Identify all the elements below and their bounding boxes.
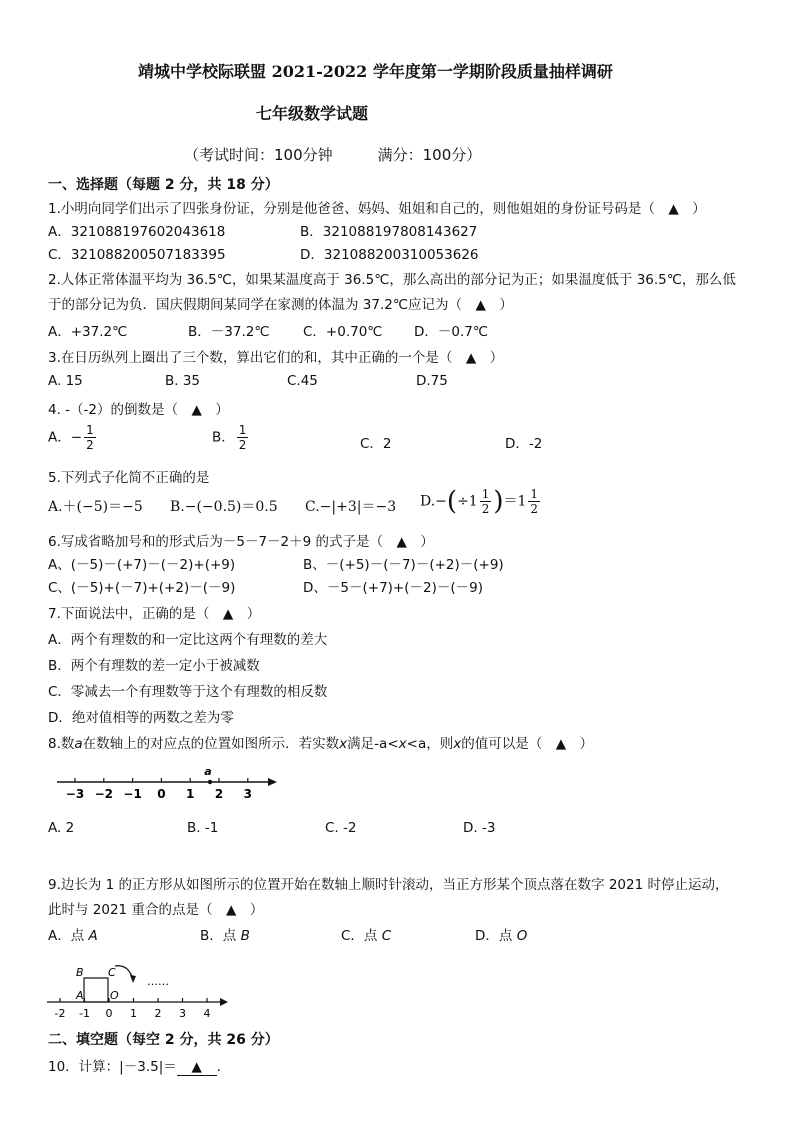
q5-option-d: D.−(÷1 $\frac{1}{2}$ )＝1 $\frac{1}{2}$	[420, 486, 539, 517]
q8-option-b: B. -1	[187, 820, 219, 836]
q8-option-a: A. 2	[48, 820, 75, 836]
q7-option-c: C．零减去一个有理数等于这个有理数的相反数	[48, 684, 328, 700]
q6-option-b: B、－(+5)－(－7)－(+2)－(+9)	[303, 557, 504, 573]
q8-option-c: C. -2	[325, 820, 357, 836]
q9-tick-label: -1	[79, 1007, 90, 1020]
q4-a-sign: −	[70, 429, 83, 446]
q9-tick-label: -2	[54, 1007, 66, 1020]
q1-stem: 1.小明向同学们出示了四张身份证，分别是他爸爸、妈妈、姐姐和自己的，则他姐姐的身份证号码是（ ▲ ）	[48, 201, 706, 217]
q2-stem-line2: 于的部分记为负．国庆假期间某同学在家测的体温为 37.2℃应记为（ ▲ ）	[48, 297, 513, 313]
q5-stem: 5.下列式子化简不正确的是	[48, 470, 210, 486]
exam-title: 靖城中学校际联盟 2021-2022 学年度第一学期阶段质量抽样调研	[138, 62, 613, 81]
q8-tick-label: −1	[123, 787, 142, 801]
q1-option-d: D．321088200310053626	[300, 247, 479, 263]
q9-tick-label: 4	[203, 1007, 211, 1020]
q10-stem: 10．计算：|－3.5|＝ ▲ ．	[48, 1059, 231, 1075]
q4-stem: 4. -（-2）的倒数是（ ▲ ）	[48, 402, 229, 418]
q5-option-a: A.＋(−5)＝−5	[48, 499, 143, 515]
q1-option-b: B．321088197808143627	[300, 224, 478, 240]
q4-option-c: C．2	[360, 436, 392, 452]
q2-option-b: B．－37.2℃	[188, 324, 270, 340]
q8-tick-label: −2	[94, 787, 114, 801]
q8-stem: 8.数a在数轴上的对应点的位置如图所示．若实数x满足-a<x<a，则x的值可以是（ ▲ ）	[48, 736, 594, 752]
q4-option-a: A．− $\frac{1}{2}$	[48, 423, 94, 452]
q3-stem: 3.在日历纵列上圈出了三个数，算出它们的和，其中正确的一个是（ ▲ ）	[48, 350, 504, 366]
q3-option-b: B. 35	[165, 373, 201, 389]
q1-option-c: C．321088200507183395	[48, 247, 226, 263]
q8-tick-label: 1	[186, 787, 195, 801]
q9-label-A: A	[76, 989, 84, 1002]
q9-tick-label: 0	[105, 1007, 113, 1020]
q7-option-d: D．绝对值相等的两数之差为零	[48, 710, 234, 726]
q3-option-a: A. 15	[48, 373, 83, 389]
q8-tick-label: 0	[157, 787, 166, 801]
q9-option-a: A．点 A	[48, 928, 98, 944]
q8-tick-label: −3	[65, 787, 85, 801]
q9-option-b: B．点 B	[200, 928, 250, 944]
q6-stem: 6.写成省略加号和的形式后为－5－7－2＋9 的式子是（ ▲ ）	[48, 534, 434, 550]
q8-number-line-figure	[55, 762, 285, 802]
q9-option-d: D．点 O	[475, 928, 528, 944]
q9-rolling-square-figure	[45, 950, 235, 1022]
q7-option-b: B．两个有理数的差一定小于被减数	[48, 658, 260, 674]
q7-stem: 7.下面说法中，正确的是（ ▲ ）	[48, 606, 261, 622]
q9-label-B: B	[76, 966, 84, 979]
q9-label-O: O	[110, 989, 119, 1002]
q3-option-c: C.45	[287, 373, 318, 389]
q5-option-c: C.−|+3|＝−3	[305, 499, 397, 515]
q3-option-d: D.75	[416, 373, 448, 389]
exam-subtitle: 七年级数学试题	[256, 104, 369, 123]
q6-option-d: D、－5－(+7)+(－2)－(－9)	[303, 580, 483, 596]
section-heading-choice: 一、选择题（每题 2 分，共 18 分）	[48, 177, 279, 193]
q9-stem-line1: 9.边长为 1 的正方形从如图所示的位置开始在数轴上顺时针滚动，当正方形某个顶点落在数字 2021 时停止运动，	[48, 877, 729, 893]
q8-point-label: a	[204, 765, 212, 778]
q9-ellipsis: ……	[147, 975, 169, 988]
q9-tick-label: 3	[179, 1007, 186, 1020]
q6-option-c: C、(－5)+(－7)+(+2)－(－9)	[48, 580, 236, 596]
q4-option-b: B． $\frac{1}{2}$	[212, 423, 247, 452]
q9-tick-label: 2	[154, 1007, 162, 1020]
q8-tick-label: 3	[243, 787, 252, 801]
q9-stem-line2: 此时与 2021 重合的点是（ ▲ ）	[48, 902, 264, 918]
q2-option-d: D．－0.7℃	[414, 324, 489, 340]
q10-answer-blank: ▲	[177, 1059, 217, 1076]
q4-b-fraction: $\frac{1}{2}$	[238, 423, 247, 452]
q2-stem-line1: 2.人体正常体温平均为 36.5℃，如果某温度高于 36.5℃，那么高出的部分记为正；如果温度低于 36.5℃，那么低	[48, 272, 736, 288]
q8-tick-label: 2	[214, 787, 224, 801]
q2-option-a: A．+37.2℃	[48, 324, 128, 340]
q2-option-c: C．+0.70℃	[303, 324, 383, 340]
q7-option-a: A．两个有理数的和一定比这两个有理数的差大	[48, 632, 328, 648]
section-heading-fill: 二、填空题（每空 2 分，共 26 分）	[48, 1032, 279, 1048]
q9-label-C: C	[108, 966, 116, 979]
q9-tick-label: 1	[130, 1007, 137, 1020]
q5-option-b: B.−(−0.5)＝0.5	[170, 499, 278, 515]
q1-option-a: A．321088197602043618	[48, 224, 226, 240]
q4-a-fraction: $\frac{1}{2}$	[86, 423, 94, 452]
q9-option-c: C．点 C	[341, 928, 392, 944]
q6-option-a: A、(－5)－(+7)－(－2)+(+9)	[48, 557, 236, 573]
q4-option-d: D．-2	[505, 436, 543, 452]
q8-option-d: D. -3	[463, 820, 496, 836]
exam-info: （考试时间：100分钟 满分：100分）	[184, 146, 482, 164]
